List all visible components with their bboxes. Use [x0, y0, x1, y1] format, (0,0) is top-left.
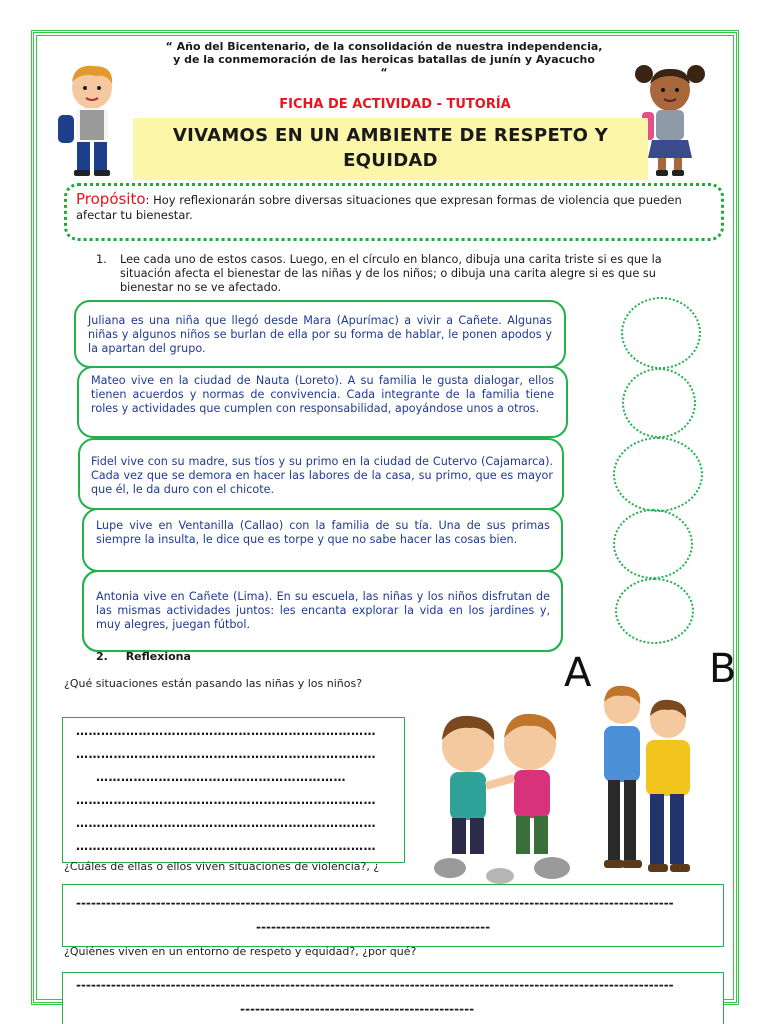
- main-title: [133, 123, 648, 173]
- question-1: ¿Qué situaciones están pasando las niñas y los niños?: [64, 677, 363, 690]
- purpose-label: Propósito: [76, 190, 146, 208]
- friends-hugging-illustration: [592, 680, 727, 885]
- answer-line-3: ……………………………………………………: [96, 770, 346, 784]
- face-drawing-circle-3[interactable]: [613, 437, 703, 512]
- face-drawing-circle-2[interactable]: [622, 368, 696, 438]
- face-drawing-circle-4[interactable]: [613, 509, 693, 579]
- image-label-a: A: [564, 650, 592, 696]
- case-text-3: Fidel vive con su madre, sus tíos y su primo en la ciudad de Cutervo (Cajamarca). Cada vez que se demora en hacer las labores de la casa, su primo, que es mayor que él, le da duro con el chicote.: [91, 455, 553, 496]
- instruction-1: [96, 253, 706, 295]
- answer-2-line-2: -----------------------------------------------: [256, 920, 491, 934]
- face-drawing-circle-1[interactable]: [621, 297, 701, 369]
- fighting-children-illustration: [430, 700, 580, 890]
- main-title-line-1: VIVAMOS EN UN AMBIENTE DE RESPETO Y: [172, 125, 609, 146]
- answer-line-6: ………………………………………………………………: [76, 839, 376, 853]
- section-2-title: Reflexiona: [125, 650, 191, 663]
- section-2-heading: [96, 650, 191, 663]
- instruction-text: Lee cada uno de estos casos. Luego, en el círculo en blanco, dibuja una carita triste si es que la situación afecta el bienestar de las niñas y de los niños; o dibuja una carita alegre si es que su bienestar no se ve afectado.: [120, 253, 662, 294]
- main-title-line-2: EQUIDAD: [343, 150, 438, 171]
- header-line-1: “ Año del Bicentenario, de la consolidación de nuestra independencia,: [165, 40, 603, 53]
- header-line-3: “: [380, 66, 388, 79]
- answer-2-line-1: ------------------------------------------------------------------------------------------------------------------------: [76, 896, 674, 910]
- answer-line-1: ………………………………………………………………: [76, 724, 376, 738]
- answer-line-4: ………………………………………………………………: [76, 793, 376, 807]
- answer-line-5: ………………………………………………………………: [76, 816, 376, 830]
- case-text-5: Antonia vive en Cañete (Lima). En su escuela, las niñas y los niños disfrutan de las mismas actividades juntos: les encanta explorar la vida en los jardines y, muy alegres, juegan fútbol.: [96, 590, 550, 631]
- purpose-text: [76, 192, 716, 223]
- section-2-number: 2.: [96, 650, 108, 663]
- answer-3-line-2: -----------------------------------------------: [240, 1002, 475, 1016]
- answer-line-2: ………………………………………………………………: [76, 747, 376, 761]
- boy-student-illustration: [52, 60, 132, 180]
- face-drawing-circle-5[interactable]: [615, 578, 694, 644]
- answer-box-2[interactable]: [62, 884, 724, 947]
- answer-3-line-1: ------------------------------------------------------------------------------------------------------------------------: [76, 978, 674, 992]
- case-text-2: Mateo vive en la ciudad de Nauta (Loreto). A su familia le gusta dialogar, ellos tienen acuerdos y normas de convivencia. Cada integrante de la familia tiene roles y actividades que cumplen con responsabilidad, apoyándose unos a otros.: [91, 374, 554, 415]
- header-line-2: y de la conmemoración de las heroicas batallas de junín y Ayacucho: [173, 53, 595, 66]
- question-2: ¿Cuáles de ellas o ellos viven situaciones de violencia?, ¿: [64, 860, 380, 873]
- question-3: ¿Quiénes viven en un entorno de respeto y equidad?, ¿por qué?: [64, 945, 417, 958]
- instruction-number: 1.: [96, 253, 107, 266]
- activity-title: FICHA DE ACTIVIDAD - TUTORÍA: [279, 97, 511, 112]
- case-text-1: Juliana es una niña que llegó desde Mara (Apurímac) a vivir a Cañete. Algunas niñas y algunos niños se burlan de ella por su forma de hablar, le ponen apodos y la apartan del grupo.: [88, 314, 552, 355]
- purpose-description: : Hoy reflexionarán sobre diversas situaciones que expresan formas de violencia que pueden afectar tu bienestar.: [76, 193, 682, 222]
- case-text-4: Lupe vive en Ventanilla (Callao) con la familia de su tía. Una de sus primas siempre la insulta, le dice que es torpe y que no sabe hacer las cosas bien.: [96, 519, 550, 546]
- image-label-b: B: [709, 646, 737, 692]
